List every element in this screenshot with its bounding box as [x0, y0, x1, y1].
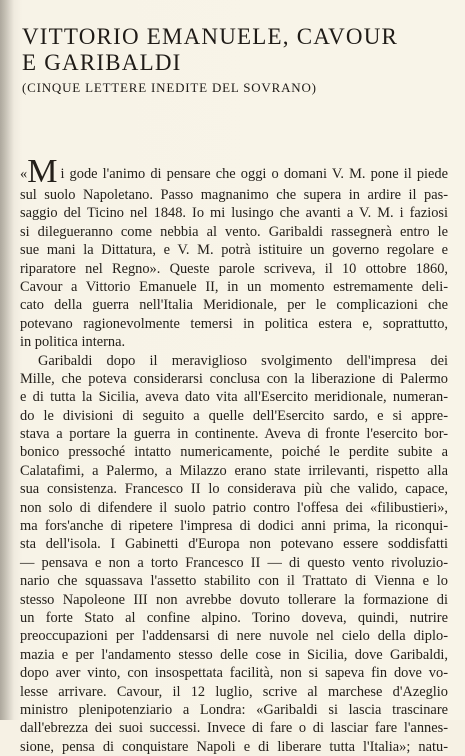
paragraph-2-line: mazia e per l'andamento stesso delle cose in Sicilia, dove Garibaldi,	[20, 646, 448, 663]
paragraph-2-line: dopo aver vinto, con insospettata facilità, non si sapeva fin dove vo-	[20, 665, 448, 682]
paragraph-2-line: do le divisioni di seguito a quelle dell'Esercito sardo, e si appre-	[20, 407, 448, 424]
paragraph-2-line: Garibaldi dopo il meraviglioso svolgimento dell'impresa dei	[38, 352, 448, 369]
article-body	[20, 153, 448, 756]
article-title	[22, 24, 398, 76]
paragraph-2-line: stava a portare la guerra in continente. Aveva di fronte l'esercito bor-	[20, 426, 448, 443]
paragraph-2-line: bonico pressoché intatto numericamente, poiché le perdite subite a	[20, 444, 448, 461]
body-line: in politica interna.	[20, 334, 126, 351]
paragraph-2-line: non solo di difendere il suolo patrio contro l'offesa dei «filibustieri»,	[20, 499, 448, 516]
paragraph-2-line: lesse arrivare. Cavour, il 12 luglio, scrive al marchese d'Azeglio	[20, 683, 448, 700]
article-subtitle: (CINQUE LETTERE INEDITE DEL SOVRANO)	[22, 80, 317, 95]
paragraph-2-line: sione, pensa di conquistare Napoli e di liberare tutta l'Italia»; natu-	[20, 738, 448, 755]
body-line: riparatore nel Regno». Queste parole scriveva, il 10 ottobre 1860,	[20, 260, 448, 277]
paragraph-2-line: ministro plenipotenziario a Londra: «Garibaldi si lascia trascinare	[20, 701, 448, 718]
paragraph-2-line: Mille, che poteva considerarsi conclusa con la liberazione di Palermo	[20, 370, 448, 387]
title-line-1: VITTORIO EMANUELE, CAVOUR	[22, 24, 399, 49]
first-line	[20, 153, 448, 190]
paragraph-2-line: dall'ebrezza dei suoi successi. Invece di fare o di lasciar fare l'annes-	[20, 720, 448, 737]
binding-shadow	[0, 0, 14, 720]
paragraph-2-line: preoccupazioni per l'addensarsi di nere nuvole nel cielo della diplo-	[20, 628, 448, 645]
body-line: Cavour a Vittorio Emanuele II, in un momento estremamente deli-	[20, 278, 448, 295]
drop-cap: M	[27, 153, 58, 190]
title-line-2: E GARIBALDI	[22, 50, 182, 75]
paragraph-2-line: sta dell'isola. I Gabinetti d'Europa non potevano essere soddisfatti	[20, 536, 448, 553]
body-line: sul suolo Napoletano. Passo magnanimo che supera in ardire il pas-	[20, 187, 448, 203]
paragraph-2-line: Calatafimi, a Palermo, a Milazzo erano state irrilevanti, rispetto alla	[20, 462, 448, 479]
paragraph-2-line: ma fors'anche di ripetere l'impresa di dodici anni prima, la riconqui-	[20, 518, 448, 535]
body-line: cato della guerra nell'Italia Meridionale, per le complicazioni che	[20, 297, 448, 314]
paragraph-2-line: — pensava e non a torto Francesco II — di questo vento rivoluzio-	[20, 554, 448, 571]
paragraph-2-line: e di tutta la Sicilia, aveva dato vita all'Esercito meridionale, numeran-	[20, 389, 448, 406]
body-line: si dilegueranno come nebbia al vento. Garibaldi rassegnerà entro le	[20, 223, 448, 240]
body-line: saggio del Ticino nel 1848. Io mi lusingo che avanti a V. M. i faziosi	[20, 205, 448, 222]
paragraph-2-line: stesso Napoleone III non avrebbe dovuto tollerare la formazione di	[20, 591, 448, 608]
body-line: sue mani la Dittatura, e V. M. potrà istituire un governo regolare e	[20, 242, 448, 259]
opening-quote: «	[20, 166, 28, 182]
paragraph-2-line: sua consistenza. Francesco II lo considerava più che valido, capace,	[20, 481, 448, 498]
paragraph-2-line: nario che squassava l'assetto stabilito con il Trattato di Vienna e lo	[20, 573, 448, 590]
first-line-text: i gode l'animo di pensare che oggi o domani V. M. pone il piede	[60, 166, 448, 182]
paragraph-2-line: un forte Stato al confine alpino. Torino doveva, quindi, nutrire	[20, 609, 448, 626]
body-line: potevano ragionevolmente temersi in politica estera e, soprattutto,	[20, 315, 448, 332]
